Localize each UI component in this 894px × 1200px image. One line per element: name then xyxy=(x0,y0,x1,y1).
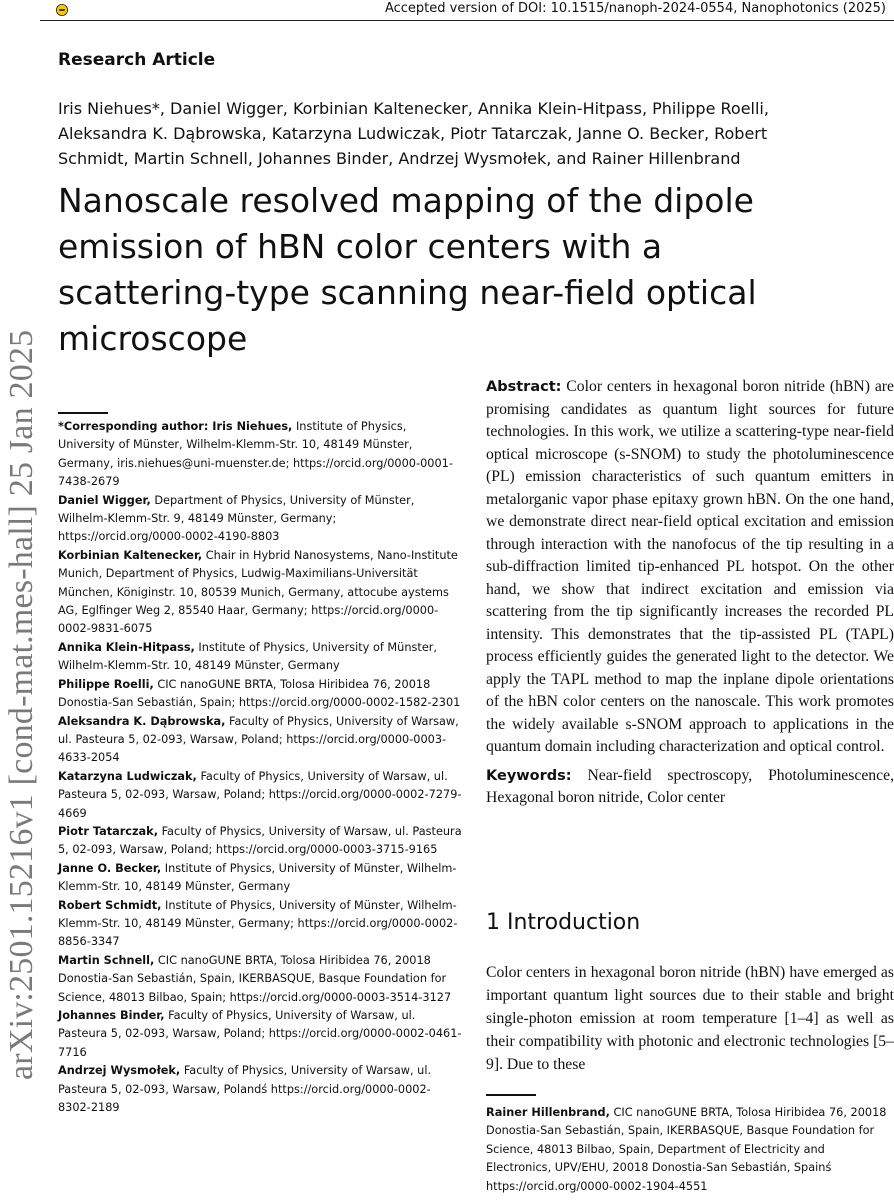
section-heading-introduction: 1 Introduction xyxy=(486,910,641,935)
affiliation-text: Faculty of Physics, University of Warsaw, ul. Pasteura 5, 02-093, Warsaw, Poland; https://orcid.org/0000-0003-3715-9165 xyxy=(58,824,462,857)
abstract-block xyxy=(486,376,894,810)
affiliation-item xyxy=(58,860,463,897)
affiliation-author: Janne O. Becker, xyxy=(58,861,162,875)
affiliation-text: Department of Physics, University of Münster, Wilhelm-Klemm-Str. 9, 48149 Münster, Germany; https://orcid.org/0000-0002-4190-8803 xyxy=(58,493,415,544)
affiliation-text: CIC nanoGUNE BRTA, Tolosa Hiribidea 76, 20018 Donostia-San Sebastián, Spain; https://orcid.org/0000-0002-1582-2301 xyxy=(58,677,461,710)
affiliation-item xyxy=(58,676,463,713)
affiliation-item xyxy=(58,492,463,547)
doi-line: Accepted version of DOI: 10.1515/nanoph-2024-0554, Nanophotonics (2025) xyxy=(384,1,886,16)
affiliation-item xyxy=(58,1007,463,1062)
affiliation-item xyxy=(58,1062,463,1117)
author-affiliations xyxy=(58,418,463,1117)
affiliation-author: Piotr Tatarczak, xyxy=(58,824,158,838)
affiliation-item xyxy=(58,897,463,952)
affiliation-text: Faculty of Physics, University of Warsaw, ul. Pasteura 5, 02-093, Warsaw, Poland; https://orcid.org/0000-0003-4633-2054 xyxy=(58,714,459,765)
abstract-label: Abstract: xyxy=(486,379,562,395)
abstract-text: Color centers in hexagonal boron nitride (hBN) are promising candidates as quantum light sources for future technologies. In this work, we utilize a scattering-type near-field optical microscope (s-SNOM) to study the photoluminescence (PL) emission characteristics of such quantum emitters in metalorganic vapor phase epitaxy grown hBN. On the one hand, we demonstrate direct near-field optical excitation and emission through interaction with the nanofocus of the tip resulting in a sub-diffraction limited tip-enhanced PL hotspot. On the other hand, we show that indirect excitation and emission via scattering from the tip significantly increases the recorded PL intensity. This demonstrates that the tip-assisted PL (TAPL) process efficiently guides the generated light to the detector. We apply the TAPL method to map the inplane dipole orientations of the hBN color centers on the nanoscale. This work promotes the widely available s-SNOM approach to applications in the quantum domain including characterization and optical control. xyxy=(486,378,894,755)
affiliation-author: Annika Klein-Hitpass, xyxy=(58,640,195,654)
author-list: Iris Niehues*, Daniel Wigger, Korbinian Kaltenecker, Annika Klein-Hitpass, Philippe Roelli, Aleksandra K. Dąbrowska, Katarzyna Ludwiczak, Piotr Tatarczak, Janne O. Becker, Robert Schmidt, Martin Schnell, Johannes Binder, Andrzej Wysmołek, and Rainer Hillenbrand xyxy=(58,99,769,168)
affiliation-text: Institute of Physics, University of Münster, Wilhelm-Klemm-Str. 10, 48149 Münster, Germany xyxy=(58,861,457,894)
affiliation-item xyxy=(58,823,463,860)
affiliation-author: Katarzyna Ludwiczak, xyxy=(58,769,197,783)
article-type: Research Article xyxy=(58,50,216,70)
introduction-paragraph: Color centers in hexagonal boron nitride (hBN) have emerged as important quantum light sources due to their stable and bright single-photon emission at room temperature [1–4] as well as their compatibility with photonic and electronic technologies [5–9]. Due to these xyxy=(486,964,894,1073)
affiliation-item xyxy=(58,768,463,823)
footnote-rule xyxy=(58,412,108,414)
affiliation-author: Philippe Roelli, xyxy=(58,677,154,691)
affiliation-author: Johannes Binder, xyxy=(58,1009,165,1022)
running-header xyxy=(40,0,894,21)
keywords-label: Keywords: xyxy=(486,767,572,784)
affiliation-text: Faculty of Physics, University of Warsaw, ul. Pasteura 5, 02-093, Warsaw, Poland; https://orcid.org/0000-0002-0461-7716 xyxy=(58,1009,462,1059)
affiliation-item xyxy=(58,547,463,639)
affiliation-text: Faculty of Physics, University of Warsaw, ul. Pasteura 5, 02-093, Warsaw, Polandś https://orcid.org/0000-0002-8302-2189 xyxy=(58,1064,432,1115)
abstract xyxy=(486,376,894,759)
arxiv-identifier: arXiv:2501.15216v1 [cond-mat.mes-hall] 25 Jan 2025 xyxy=(3,329,40,1080)
affiliation-text: Institute of Physics, University of Münster, Wilhelm-Klemm-Str. 10, 48149 Münster, Germany; https://orcid.org/0000-0002-8856-3347 xyxy=(58,898,458,949)
affiliation-item xyxy=(58,952,463,1007)
affiliation-text: CIC nanoGUNE BRTA, Tolosa Hiribidea 76, 20018 Donostia-San Sebastián, Spain, IKERBASQUE, Basque Foundation for Science, 48013 Bilbao, Spain, Department of Electricity and Electronics, UPV/EHU, 20018 Donostia-San Sebastián, Spainś https://orcid.org/0000-0002-1904-4551 xyxy=(486,1106,887,1193)
affiliation-text: Chair in Hybrid Nanosystems, Nano-Institute Munich, Department of Physics, Ludwig-Maximilians-Universität München, Königinstr. 10, 80539 Munich, Germany, attocube aystems AG, Eglfinger Weg 2, 85540 Haar, Germany; https://orcid.org/0000-0002-9831-6075 xyxy=(58,548,458,636)
open-access-icon xyxy=(56,4,68,16)
keywords-text: Near-field spectroscopy, Photoluminescence, Hexagonal boron nitride, Color center xyxy=(486,766,894,806)
affiliation-author: Aleksandra K. Dąbrowska, xyxy=(58,714,226,728)
affiliation-text: CIC nanoGUNE BRTA, Tolosa Hiribidea 76, 20018 Donostia-San Sebastián, Spain, IKERBASQUE, Basque Foundation for Science, 48013 Bilbao, Spain; https://orcid.org/0000-0003-3514-3127 xyxy=(58,953,452,1004)
affiliation-author: Martin Schnell, xyxy=(58,953,155,967)
affiliation-item xyxy=(58,639,463,676)
keywords xyxy=(486,765,894,810)
affiliation-author: Robert Schmidt, xyxy=(58,898,162,912)
affiliation-author: Andrzej Wysmołek, xyxy=(58,1064,181,1078)
affiliation-text: Institute of Physics, University of Münster, Wilhelm-Klemm-Str. 10, 48149 Münster, Germany, iris.niehues@uni-muenster.de; https://orcid.org/0000-0001-7438-2679 xyxy=(58,420,453,489)
affiliation-text: Faculty of Physics, University of Warsaw, ul. Pasteura 5, 02-093, Warsaw, Poland; https://orcid.org/0000-0002-7279-4669 xyxy=(58,769,462,820)
affiliation-author: Daniel Wigger, xyxy=(58,493,151,507)
affiliation-item xyxy=(58,713,463,768)
paper-title: Nanoscale resolved mapping of the dipole emission of hBN color centers with a scattering-type scanning near-field optical microscope xyxy=(58,181,757,358)
affiliation-author: *Corresponding author: Iris Niehues, xyxy=(58,420,293,433)
affiliation-author: Rainer Hillenbrand, xyxy=(486,1106,610,1119)
affiliation-text: Institute of Physics, University of Münster, Wilhelm-Klemm-Str. 10, 48149 Münster, Germany xyxy=(58,640,438,673)
footnote-rule xyxy=(486,1094,536,1096)
affiliation-author: Korbinian Kaltenecker, xyxy=(58,548,203,562)
affiliation-item xyxy=(486,1104,891,1196)
affiliation-item xyxy=(58,418,463,492)
